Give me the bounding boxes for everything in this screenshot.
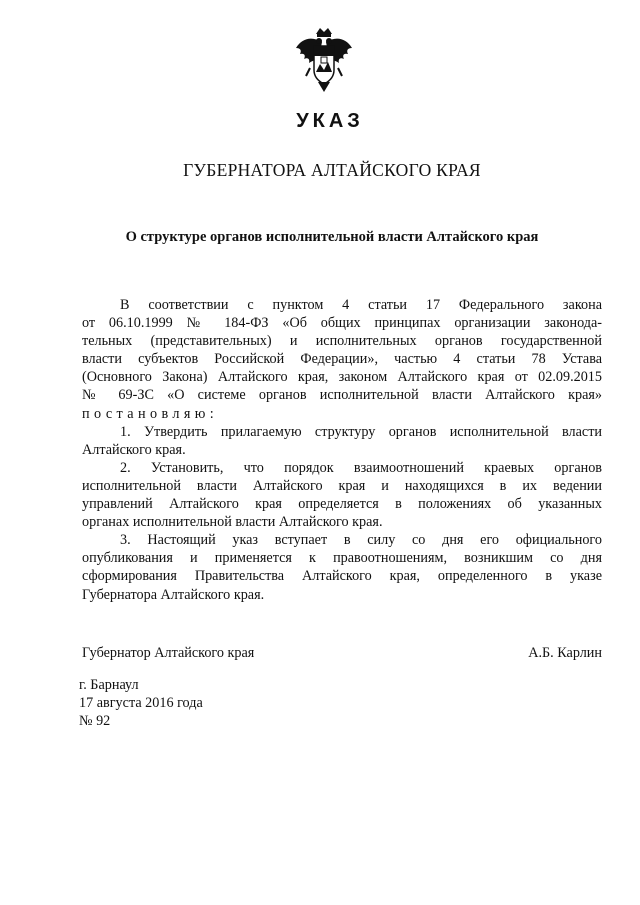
item-paragraph-1 — [82, 423, 602, 459]
place-date-block — [79, 676, 203, 730]
issuer-heading: ГУБЕРНАТОРА АЛТАЙСКОГО КРАЯ — [183, 160, 481, 180]
text-line: Алтайского края. — [82, 441, 186, 458]
text-line: В соответствии с пунктом 4 статьи 17 Федерального закона — [120, 297, 602, 313]
text-line: управлений Алтайского края определяется в положениях об указанных — [82, 496, 602, 513]
text-line: власти субъектов Российской Федерации», частью 4 статьи 78 Устава — [82, 351, 602, 368]
text-line: исполнительной власти Алтайского края и находящихся в их ведении — [82, 477, 602, 494]
signer-name: А.Б. Карлин — [528, 645, 602, 661]
signer-title: Губернатор Алтайского края — [82, 645, 255, 661]
date: 17 августа 2016 года — [79, 695, 203, 711]
place: г. Барнаул — [79, 677, 139, 693]
document-title: О структуре органов исполнительной власти Алтайского края — [125, 229, 539, 245]
text-line: 3. Настоящий указ вступает в силу со дня его официального — [120, 532, 602, 549]
document-number: № 92 — [79, 713, 111, 729]
text-line: органах исполнительной власти Алтайского края. — [82, 514, 383, 531]
document-body — [82, 296, 602, 604]
decree-word: постановляю: — [82, 405, 219, 422]
text-line: (Основного Закона) Алтайского края, законом Алтайского края от 02.09.2015 — [82, 369, 602, 386]
text-line: тельных (представительных) и исполнительных органов государственной — [82, 333, 602, 350]
coat-of-arms-icon — [294, 26, 354, 94]
text-line: сформирования Правительства Алтайского края, определенного в указе — [82, 568, 602, 585]
text-line: 1. Утвердить прилагаемую структуру органов исполнительной власти — [120, 423, 602, 440]
text-line: № 69-ЗС «О системе органов исполнительной власти Алтайского края» — [82, 387, 602, 404]
item-paragraph-3 — [82, 531, 602, 603]
text-line: от 06.10.1999 № 184-ФЗ «Об общих принципах организации законода- — [82, 315, 602, 332]
document-type-heading: УКАЗ — [296, 110, 364, 132]
text-line: 2. Установить, что порядок взаимоотношений краевых органов — [120, 459, 602, 476]
item-paragraph-2 — [82, 459, 602, 531]
text-line: Губернатора Алтайского края. — [82, 586, 265, 603]
preamble-paragraph — [82, 296, 602, 423]
text-line: опубликования и применяется к правоотношениям, возникшим со дня — [82, 550, 602, 567]
